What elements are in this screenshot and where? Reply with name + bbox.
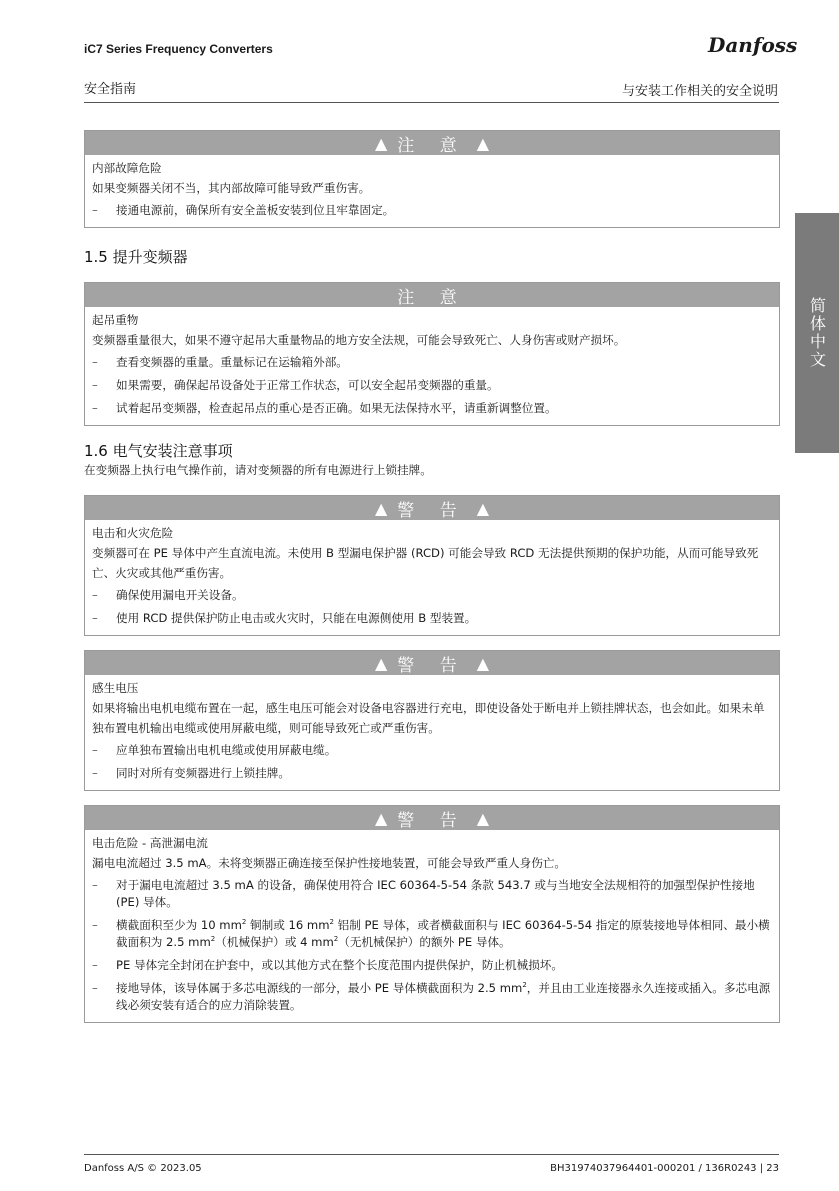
warning-heading: 感生电压 [92, 681, 139, 695]
warning-heading: 电击危险 - 高泄漏电流 [92, 836, 208, 850]
list-item: – 接通电源前，确保所有安全盖板安装到位且牢靠固定。 [92, 203, 395, 217]
notice-title: 注 意 [397, 135, 467, 156]
notice-box-heavy-load [84, 282, 780, 426]
language-tab[interactable] [795, 213, 839, 453]
list-item: – 对于漏电电流超过 3.5 mA 的设备，确保使用符合 IEC 60364-5-54 条款 543.7 或与当地安全法规相符的加强型保护性接地 (PE) 导体。 [92, 878, 755, 909]
danfoss-logo [706, 28, 798, 64]
section-heading-lifting: 1.5 提升变频器 [84, 248, 188, 266]
list-item: – 使用 RCD 提供保护防止电击或火灾时，只能在电源侧使用 B 型装置。 [92, 611, 477, 625]
list-item: – 横截面积至少为 10 $mm^2$ 铜制或 16 $mm^2$ 铝制 PE 导体，或者横截面积与 IEC 60364-5-54 指定的原装接地导体相同、最小横截面积为 2.5 $mm^2$（机械保护）或 4 $mm^2$（无机械保护）的额外 PE 导体。 [92, 918, 770, 949]
warning-header [85, 806, 779, 830]
document-title: iC7 Series Frequency Converters [84, 42, 273, 56]
warning-triangle-icon: ▲ [476, 498, 490, 518]
svg-text:Danfoss: Danfoss [708, 33, 798, 57]
footer-divider [84, 1154, 779, 1155]
warning-box-induced-voltage [84, 650, 780, 791]
list-item: – 接地导体，该导体属于多芯电源线的一部分，最小 PE 导体横截面积为 2.5 $mm^2$，并且由工业连接器永久连接或插入。多芯电源线必须安装有适合的应力消除装置。 [92, 981, 771, 1012]
notice-title: 注 意 [397, 287, 467, 308]
warning-heading: 电击和火灾危险 [92, 526, 174, 540]
warning-triangle-icon: ▲ [374, 653, 388, 673]
warning-text: 如果将输出电机电缆布置在一起，感生电压可能会对设备电容器进行充电，即使设备处于断电并上锁挂牌状态，也会如此。如果未单独布置电机输出电缆或使用屏蔽电缆，则可能导致死亡或严重伤害。 [92, 701, 765, 735]
warning-title: 警 告 [397, 810, 467, 831]
notice-heading: 起吊重物 [92, 313, 139, 327]
list-item: – 如果需要，确保起吊设备处于正常工作状态，可以安全起吊变频器的重量。 [92, 378, 499, 392]
warning-title: 警 告 [397, 500, 467, 521]
header-divider [84, 102, 779, 103]
list-item: – 确保使用漏电开关设备。 [92, 588, 244, 602]
header-section-label: 安全指南 [84, 82, 137, 97]
list-item: – PE 导体完全封闭在护套中，或以其他方式在整个长度范围内提供保护，防止机械损坏。 [92, 958, 563, 972]
header-chapter-label: 与安装工作相关的安全说明 [621, 84, 778, 99]
notice-header [85, 283, 779, 307]
warning-header [85, 496, 779, 520]
warning-triangle-icon: ▲ [476, 133, 490, 153]
warning-text: 漏电电流超过 3.5 mA。未将变频器正确连接至保护性接地装置，可能会导致严重人身伤亡。 [92, 856, 567, 870]
warning-box-shock-fire [84, 495, 780, 636]
notice-box-internal-fault [84, 130, 780, 228]
warning-triangle-icon: ▲ [374, 808, 388, 828]
warning-title: 警 告 [397, 655, 467, 676]
footer-copyright: Danfoss A/S © 2023.05 [84, 1163, 202, 1174]
list-item: – 应单独布置输出电机电缆或使用屏蔽电缆。 [92, 743, 337, 757]
notice-text: 变频器重量很大，如果不遵守起吊大重量物品的地方安全法规，可能会导致死亡、人身伤害或财产损坏。 [92, 333, 626, 347]
list-item: – 同时对所有变频器进行上锁挂牌。 [92, 766, 290, 780]
section-lead-text: 在变频器上执行电气操作前，请对变频器的所有电源进行上锁挂牌。 [84, 463, 432, 477]
warning-text: 变频器可在 PE 导体中产生直流电流。未使用 B 型漏电保护器 (RCD) 可能会导致 RCD 无法提供预期的保护功能，从而可能导致死亡、火灾或其他严重伤害。 [92, 546, 759, 580]
notice-text: 如果变频器关闭不当，其内部故障可能导致严重伤害。 [92, 181, 371, 195]
list-item: – 查看变频器的重量。重量标记在运输箱外部。 [92, 355, 348, 369]
language-tab-label: 简体中文 [807, 297, 827, 369]
warning-triangle-icon: ▲ [476, 653, 490, 673]
section-heading-electrical: 1.6 电气安装注意事项 [84, 442, 233, 460]
warning-header [85, 651, 779, 675]
warning-triangle-icon: ▲ [476, 808, 490, 828]
notice-heading: 内部故障危险 [92, 161, 162, 175]
warning-triangle-icon: ▲ [374, 498, 388, 518]
notice-header [85, 131, 779, 155]
warning-triangle-icon: ▲ [374, 133, 388, 153]
list-item: – 试着起吊变频器，检查起吊点的重心是否正确。如果无法保持水平，请重新调整位置。 [92, 401, 557, 415]
footer-doc-number: BH319740379644​01-000201 / 136R0243 | 23 [550, 1163, 779, 1174]
warning-box-leakage-current [84, 805, 780, 1023]
